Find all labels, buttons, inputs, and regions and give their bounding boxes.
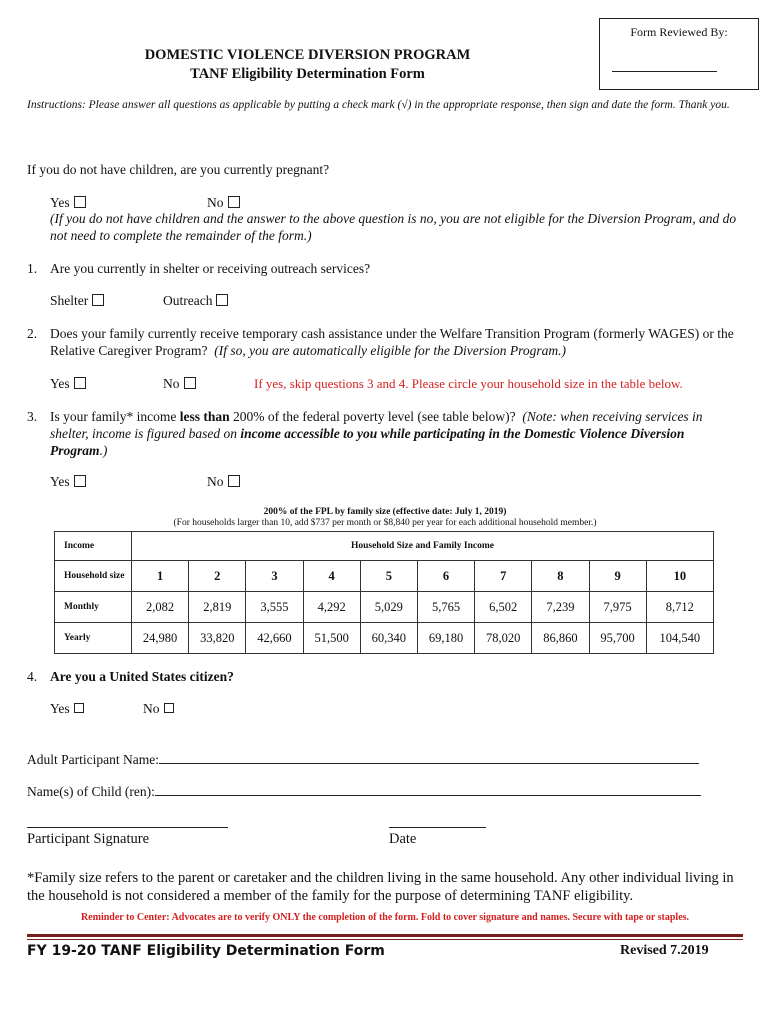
- monthly-cell: 6,502: [475, 592, 532, 623]
- children-name-row: [27, 782, 701, 800]
- q2-skip-note: If yes, skip questions 3 and 4. Please circle your household size in the table below.: [254, 376, 683, 391]
- yearly-cell: 33,820: [189, 623, 246, 654]
- q4-text: Are you a United States citizen?: [50, 669, 234, 684]
- form-reviewed-label: Form Reviewed By:: [630, 25, 728, 39]
- table-header-row: [55, 532, 714, 561]
- size-label: Household size: [55, 561, 132, 592]
- size-cell[interactable]: 3: [246, 561, 303, 592]
- table-monthly-row: [55, 592, 714, 623]
- adult-name-row: [27, 750, 699, 768]
- yearly-cell: 51,500: [303, 623, 360, 654]
- household-header: Household Size and Family Income: [132, 532, 714, 561]
- q3-num: 3.: [27, 409, 38, 424]
- q2-no: [163, 375, 196, 392]
- footer-left: FY 19-20 TANF Eligibility Determination Form: [27, 943, 385, 959]
- q3-yes-checkbox[interactable]: [74, 475, 86, 487]
- q2-yes-label: Yes: [50, 376, 70, 391]
- q1-num: 1.: [27, 261, 38, 276]
- q0-no-checkbox[interactable]: [228, 196, 240, 208]
- yearly-cell: 104,540: [646, 623, 713, 654]
- q2-no-checkbox[interactable]: [184, 377, 196, 389]
- yearly-cell: 69,180: [417, 623, 474, 654]
- table-subcaption: (For households larger than 10, add $737 per month or $8,840 per year for each additional household member.): [173, 518, 597, 528]
- monthly-cell: 7,975: [589, 592, 646, 623]
- reviewer-line[interactable]: [612, 71, 717, 72]
- q4-num: 4.: [27, 669, 38, 684]
- q0-text: If you do not have children, are you currently pregnant?: [27, 162, 330, 177]
- q3-note-a: (Note: when receiving services in shelter, income is figured based on: [50, 409, 703, 441]
- form-subtitle: TANF Eligibility Determination Form: [190, 66, 425, 82]
- size-cell[interactable]: 2: [189, 561, 246, 592]
- yearly-label: Yearly: [55, 623, 132, 654]
- size-cell[interactable]: 10: [646, 561, 713, 592]
- q0-note: (If you do not have children and the answer to the above question is no, you are not eligible for the Diversion Program, and do not need to complete the remainder of the form.): [50, 211, 737, 243]
- footer-right: Revised 7.2019: [620, 943, 709, 958]
- monthly-cell: 5,765: [417, 592, 474, 623]
- reminder-note: Reminder to Center: Advocates are to verify ONLY the completion of the form. Fold to cover signature and names. Secure with tape or staples.: [80, 912, 690, 923]
- signature-line[interactable]: [27, 827, 228, 828]
- form-reviewed-box: [599, 18, 759, 90]
- q1-outreach-checkbox[interactable]: [216, 294, 228, 306]
- monthly-cell: 2,082: [132, 592, 189, 623]
- signature-label: Participant Signature: [27, 831, 150, 847]
- q2-yes-checkbox[interactable]: [74, 377, 86, 389]
- q4-yes: [50, 700, 84, 717]
- q1-shelter: [50, 292, 104, 309]
- monthly-cell: 8,712: [646, 592, 713, 623]
- size-cell[interactable]: 5: [360, 561, 417, 592]
- q2-note: (If so, you are automatically eligible for the Diversion Program.): [214, 343, 567, 358]
- size-cell[interactable]: 8: [532, 561, 589, 592]
- q3-note-c: .): [99, 443, 108, 458]
- income-label: Income: [55, 532, 132, 561]
- q1-text: Are you currently in shelter or receiving outreach services?: [50, 261, 371, 276]
- q3-body: [50, 408, 740, 459]
- size-cell[interactable]: 4: [303, 561, 360, 592]
- q2-no-label: No: [163, 376, 180, 391]
- monthly-label: Monthly: [55, 592, 132, 623]
- q4-no: [143, 700, 174, 717]
- q3-text-c: 200% of the federal poverty level (see table below)?: [229, 409, 516, 424]
- form-title: DOMESTIC VIOLENCE DIVERSION PROGRAM: [144, 47, 471, 63]
- monthly-cell: 3,555: [246, 592, 303, 623]
- q4-yes-label: Yes: [50, 701, 70, 716]
- size-cell[interactable]: 6: [417, 561, 474, 592]
- footer-rule-thin: [27, 939, 743, 940]
- date-label: Date: [389, 831, 417, 847]
- date-line[interactable]: [389, 827, 486, 828]
- q0-no: [207, 194, 240, 211]
- size-cell[interactable]: 9: [589, 561, 646, 592]
- q1-shelter-label: Shelter: [50, 293, 89, 308]
- q3-note-b: income accessible to you while participating in the Domestic Violence Diversion Program: [50, 426, 685, 458]
- yearly-cell: 86,860: [532, 623, 589, 654]
- yearly-cell: 24,980: [132, 623, 189, 654]
- table-yearly-row: [55, 623, 714, 654]
- footer-rule: [27, 934, 743, 937]
- q4-yes-checkbox[interactable]: [74, 703, 84, 713]
- yearly-cell: 95,700: [589, 623, 646, 654]
- q3-yes-label: Yes: [50, 474, 70, 489]
- q0-no-label: No: [207, 195, 224, 210]
- monthly-cell: 4,292: [303, 592, 360, 623]
- table-size-row: [55, 561, 714, 592]
- monthly-cell: 2,819: [189, 592, 246, 623]
- q3-no-checkbox[interactable]: [228, 475, 240, 487]
- table-caption: 200% of the FPL by family size (effective date: July 1, 2019): [263, 507, 507, 517]
- q3-text-a: Is your family* income: [50, 409, 180, 424]
- adult-name-field[interactable]: [159, 750, 699, 764]
- q3-no-label: No: [207, 474, 224, 489]
- instructions: Instructions: Please answer all questions as applicable by putting a check mark (√) in the appropriate response, then sign and date the form. Thank you.: [27, 99, 730, 111]
- q3-text-b: less than: [179, 409, 230, 424]
- yearly-cell: 60,340: [360, 623, 417, 654]
- children-name-field[interactable]: [155, 782, 701, 796]
- yearly-cell: 78,020: [475, 623, 532, 654]
- q4-no-label: No: [143, 701, 160, 716]
- q1-shelter-checkbox[interactable]: [92, 294, 104, 306]
- q4-no-checkbox[interactable]: [164, 703, 174, 713]
- q0-yes-label: Yes: [50, 195, 70, 210]
- q2-yes: [50, 375, 86, 392]
- q2-num: 2.: [27, 326, 38, 341]
- size-cell[interactable]: 7: [475, 561, 532, 592]
- size-cell[interactable]: 1: [132, 561, 189, 592]
- q2-text: Does your family currently receive temporary cash assistance under the Welfare Transition Program (formerly WAGES) or the Relative Caregiver Program?: [50, 326, 734, 358]
- q3-yes: [50, 473, 86, 490]
- q1-outreach: [163, 292, 228, 309]
- monthly-cell: 7,239: [532, 592, 589, 623]
- monthly-cell: 5,029: [360, 592, 417, 623]
- q1-outreach-label: Outreach: [163, 293, 213, 308]
- adult-name-label: Adult Participant Name:: [27, 752, 159, 767]
- children-name-label: Name(s) of Child (ren):: [27, 784, 155, 799]
- q0-yes: [50, 194, 86, 211]
- fpl-table: [54, 531, 714, 654]
- family-size-footnote: *Family size refers to the parent or caretaker and the children living in the same household. Any other individual living in the household is not considered a member of the family for the purpose of determining TANF eligibility.: [27, 870, 734, 904]
- yearly-cell: 42,660: [246, 623, 303, 654]
- q3-no: [207, 473, 240, 490]
- q2-body: [50, 325, 750, 359]
- q0-yes-checkbox[interactable]: [74, 196, 86, 208]
